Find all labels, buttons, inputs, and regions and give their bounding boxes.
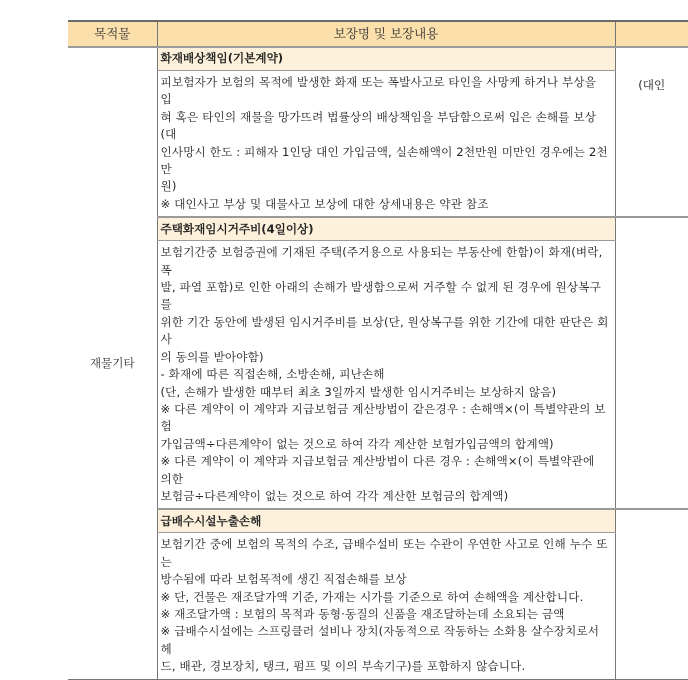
header-extra: [615, 21, 688, 47]
body-line: 혀 혹은 타인의 재물을 망가뜨려 법률상의 배상책임을 부담함으로써 입은 손해를 보상 (대: [161, 109, 609, 144]
body-line: 방수됨에 따라 보험목적에 생긴 직접손해를 보상: [161, 571, 609, 588]
side-cell: [615, 217, 688, 509]
coverage-table: [68, 20, 688, 680]
coverage-body-row: [68, 241, 688, 510]
body-line: ※ 재조달가액 : 보험의 목적과 동형·동질의 신품을 재조달하는데 소요되는 금액: [161, 606, 609, 623]
side-line: [616, 60, 688, 77]
coverage-title: 급배수시설누출손해: [157, 509, 615, 533]
coverage-body: [157, 71, 615, 218]
coverage-body: [157, 241, 615, 510]
body-line: ※ 다른 계약이 이 계약과 지급보험금 계산방법이 같은경우 : 손해액×(이 특별약관의 보험: [161, 401, 609, 436]
table-header-row: [68, 21, 688, 47]
body-line: 보험기간중 보험증권에 기재된 주택(주거용으로 사용되는 부동산에 한함)이 화재(벼락, 폭: [161, 244, 609, 279]
category-cell: 재물기타: [68, 47, 157, 679]
coverage-body: [157, 533, 615, 679]
body-line: ※ 급배수시설에는 스프링클러 설비나 장치(자동적으로 작동하는 소화용 살수장치로서 헤: [161, 623, 609, 658]
coverage-body-row: [68, 71, 688, 218]
coverage-title-row: [68, 217, 688, 241]
side-cell: [615, 47, 688, 217]
body-line: 가입금액÷다른계약이 없는 것으로 하여 각각 계산한 보험가입금액의 합계액): [161, 436, 609, 453]
coverage-title-row: [68, 509, 688, 533]
coverage-title-row: [68, 47, 688, 71]
coverage-title: 화재배상책임(기본계약): [157, 47, 615, 71]
body-line: ※ 다른 계약이 이 계약과 지급보험금 계산방법이 다른 경우 : 손해액×(이 특별약관에 의한: [161, 453, 609, 488]
body-line: 원): [161, 178, 609, 195]
body-line: 드, 배관, 경보장치, 탱크, 펌프 및 이의 부속기구)를 포함하지 않습니다.: [161, 658, 609, 675]
body-line: 보험기간 중에 보험의 목적의 수조, 급배수설비 또는 수관이 우연한 사고로 인해 누수 또는: [161, 536, 609, 571]
body-line: 피보험자가 보험의 목적에 발생한 화재 또는 폭발사고로 타인을 사망케 하거나 부상을 입: [161, 74, 609, 109]
body-line: (단, 손해가 발생한 때부터 최초 3일까지 발생한 임시거주비는 보상하지 않음): [161, 384, 609, 401]
body-line: 발, 파열 포함)로 인한 아래의 손해가 발생함으로써 거주할 수 없게 된 경우에 원상복구를: [161, 279, 609, 314]
coverage-body-row: [68, 533, 688, 679]
body-line: ※ 대인사고 부상 및 대물사고 보상에 대한 상세내용은 약관 참조: [161, 196, 609, 213]
body-line: ※ 단, 건물은 재조달가액 기준, 가재는 시가를 기준으로 하여 손해액을 계산합니다.: [161, 589, 609, 606]
body-line: - 화재에 따른 직접손해, 소방손해, 피난손해: [161, 366, 609, 383]
body-line: 보험금÷다른계약이 없는 것으로 하여 각각 계산한 보험금의 합계액): [161, 488, 609, 505]
body-line: 인사망시 한도 : 피해자 1인당 대인 가입금액, 실손해액이 2천만원 미만인 경우에는 2천만: [161, 144, 609, 179]
header-coverage: 보장명 및 보장내용: [157, 21, 615, 47]
coverage-title: 주택화재임시거주비(4일이상): [157, 217, 615, 241]
body-line: 위한 기간 동안에 발생된 임시거주비를 보상(단, 원상복구를 위한 기간에 대한 판단은 회사: [161, 314, 609, 349]
header-target: 목적물: [68, 21, 157, 47]
side-cell: [615, 509, 688, 679]
body-line: 의 동의를 받아야함): [161, 349, 609, 366]
side-line: (대인: [616, 77, 688, 94]
